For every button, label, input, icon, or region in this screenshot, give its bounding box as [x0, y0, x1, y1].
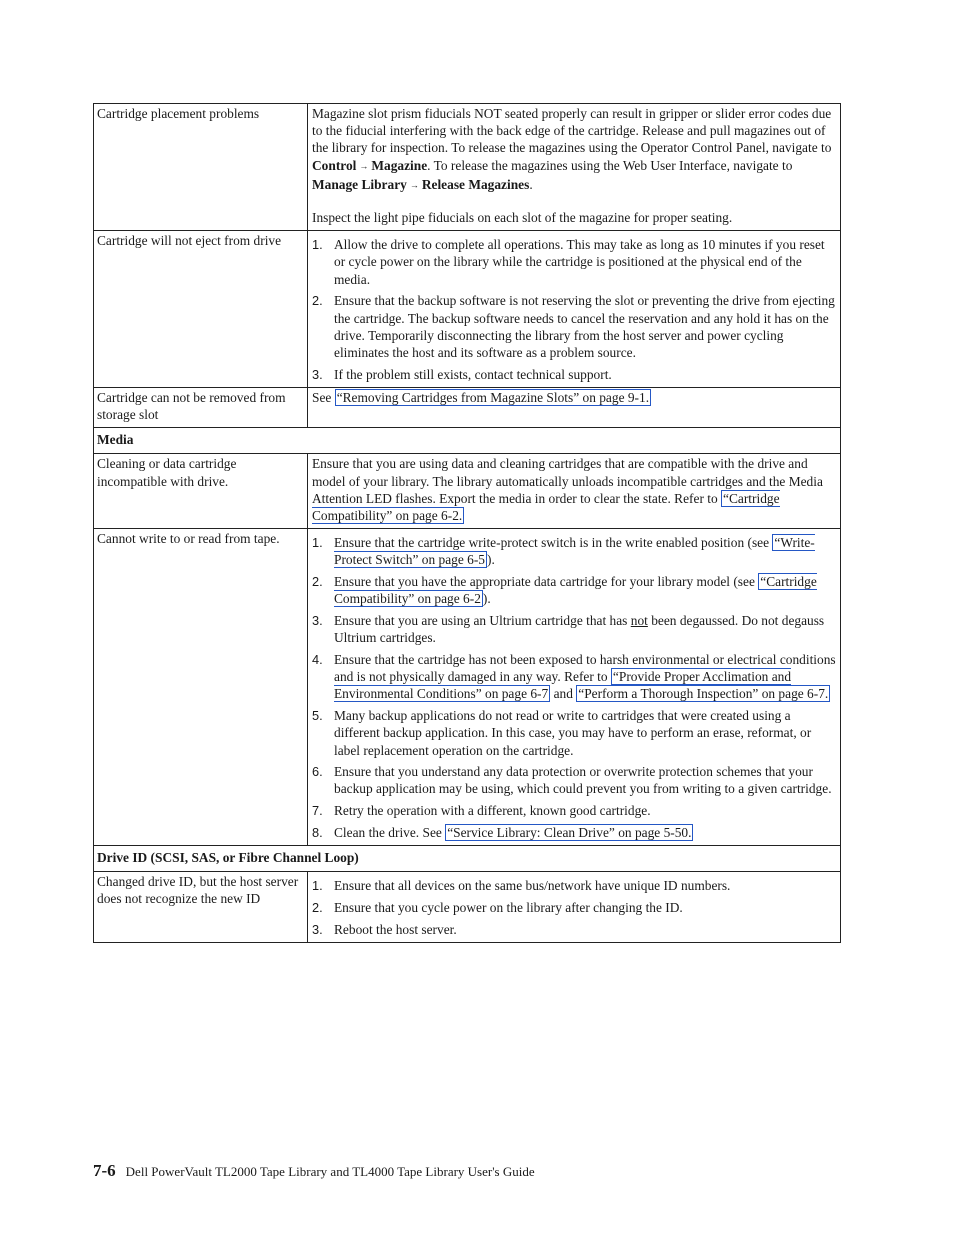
step-text: [334, 824, 836, 841]
step-text: [334, 534, 836, 568]
step-number: 2.: [312, 293, 323, 309]
list-item: [312, 921, 836, 938]
symptom-cell: Cleaning or data cartridge incompatible with drive.: [94, 454, 308, 529]
table-row: [94, 387, 841, 427]
menu-path-manage-library: Manage Library: [312, 176, 407, 192]
resolution-paragraph: Inspect the light pipe fiducials on each slot of the magazine for proper seating.: [312, 210, 733, 226]
resolution-cell: [308, 872, 841, 943]
step-number: 2.: [312, 574, 323, 590]
step-number: 1.: [312, 237, 323, 253]
link-cartridge-compatibility[interactable]: “Cartridge Compatibility” on page 6-2: [334, 574, 817, 607]
text-run: Clean the drive. See: [334, 824, 446, 840]
list-item: [312, 292, 836, 361]
list-item: [312, 899, 836, 916]
list-item: [312, 824, 836, 841]
text-run: been degaussed. Do not degauss Ultrium cartridges.: [334, 613, 825, 646]
step-text: If the problem still exists, contact technical support.: [334, 366, 612, 382]
text-run: Ensure that the cartridge has not been exposed to harsh environmental or electrical conditions and is not physically damaged in any way. Refer to: [334, 651, 836, 685]
table-row: [94, 529, 841, 846]
resolution-paragraph: [312, 105, 836, 195]
resolution-cell: [308, 454, 841, 529]
resolution-cell: [308, 529, 841, 846]
step-number: 8.: [312, 824, 323, 840]
step-number: 3.: [312, 921, 323, 937]
step-text: Ensure that you understand any data protection or overwrite protection schemes that your backup application may be using, which could prevent you from writing to a given cartridge.: [334, 764, 832, 797]
step-text: Reboot the host server.: [334, 921, 457, 937]
link-thorough-inspection[interactable]: “Perform a Thorough Inspection” on page 6-7.: [578, 686, 829, 702]
resolution-cell: [308, 387, 841, 427]
symptom-cell: Cartridge can not be removed from storage slot: [94, 387, 308, 427]
text-run: See: [312, 389, 335, 405]
table-row: [94, 428, 841, 454]
steps-list: [312, 236, 836, 383]
link-acclimation-conditions[interactable]: “Provide Proper Acclimation and Environmental Conditions” on page 6-7: [334, 669, 792, 702]
footer-title: Dell PowerVault TL2000 Tape Library and TL4000 Tape Library User's Guide: [125, 1164, 535, 1179]
list-item: [312, 877, 836, 894]
list-item: [312, 612, 836, 646]
step-number: 7.: [312, 803, 323, 819]
symptom-cell: Cartridge placement problems: [94, 104, 308, 231]
list-item: [312, 236, 836, 288]
steps-list: [312, 877, 836, 938]
arrow-right-icon: →: [359, 160, 369, 171]
text-run: Ensure that the cartridge write-protect switch is in the write enabled position (see: [334, 535, 773, 551]
step-number: 1.: [312, 535, 323, 551]
symptom-cell: Changed drive ID, but the host server does not recognize the new ID: [94, 872, 308, 943]
step-number: 1.: [312, 878, 323, 894]
table-row: [94, 104, 841, 231]
step-text: Many backup applications do not read or write to cartridges that were created using a different backup application. In this case, you may have to perform an erase, reformat, or label replacement operation on the cartridge.: [334, 708, 812, 758]
symptom-cell: Cartridge will not eject from drive: [94, 231, 308, 388]
resolution-cell: [308, 231, 841, 388]
step-text: [334, 651, 836, 703]
text-run: Ensure that you have the appropriate data cartridge for your library model (see: [334, 574, 759, 590]
menu-path-release-magazines: Release Magazines: [421, 176, 530, 192]
list-item: [312, 802, 836, 819]
step-number: 6.: [312, 764, 323, 780]
text-run: and: [550, 686, 577, 702]
step-number: 5.: [312, 708, 323, 724]
link-clean-drive[interactable]: “Service Library: Clean Drive” on page 5-50.: [447, 824, 692, 840]
menu-path-magazine: Magazine: [371, 157, 428, 173]
arrow-right-icon: →: [409, 179, 419, 190]
text-run: Magazine slot prism fiducials NOT seated properly can result in gripper or slider error codes due to the fiducial interfering with the back edge of the cartridge. Release and pull magazines out of the library for inspection. To release the magazines using the Operator Control Panel, navigate to: [312, 106, 832, 156]
text-run: Ensure that you are using an Ultrium cartridge that has: [334, 613, 631, 629]
step-text: Ensure that the backup software is not reserving the slot or preventing the drive from ejecting the cartridge. The backup software needs to cancel the reservation and any hold it has on the drive. Temporarily disconnecting the library from the host server and power cycling eliminates the host and its software as a problem source.: [334, 293, 835, 360]
page-number: 7-6: [93, 1161, 116, 1180]
text-run: Ensure that you are using data and cleaning cartridges that are compatible with the drive and model of your library. The library automatically unloads incompatible cartridges and the Media Attention LED flashes. Export the media in order to clear the state. Refer to: [312, 456, 823, 506]
list-item: [312, 573, 836, 607]
link-write-protect-switch[interactable]: “Write-Protect Switch” on page 6-5: [334, 535, 815, 568]
symptom-cell: Cannot write to or read from tape.: [94, 529, 308, 846]
text-run: ).: [486, 552, 495, 568]
step-text: Retry the operation with a different, known good cartridge.: [334, 803, 651, 819]
step-number: 3.: [312, 613, 323, 629]
step-text: Ensure that you cycle power on the library after changing the ID.: [334, 899, 683, 915]
section-header-media: Media: [94, 428, 841, 454]
step-text: [334, 573, 836, 607]
page-footer: [93, 1161, 535, 1181]
link-removing-cartridges[interactable]: “Removing Cartridges from Magazine Slots” on page 9-1.: [336, 389, 650, 405]
resolution-cell: [308, 104, 841, 231]
menu-path-control: Control: [312, 157, 357, 173]
table-row: [94, 231, 841, 388]
text-run: ).: [482, 591, 491, 607]
link-cartridge-compatibility[interactable]: “Cartridge Compatibility” on page 6-2.: [312, 490, 780, 524]
step-number: 4.: [312, 651, 323, 667]
step-text: [334, 612, 836, 646]
step-number: 2.: [312, 899, 323, 915]
list-item: [312, 366, 836, 383]
table-row: [94, 846, 841, 872]
section-header-drive-id: Drive ID (SCSI, SAS, or Fibre Channel Loop): [94, 846, 841, 872]
emphasis-not: not: [630, 613, 648, 629]
list-item: [312, 534, 836, 568]
table-row: [94, 454, 841, 529]
steps-list: [312, 534, 836, 841]
step-text: Allow the drive to complete all operations. This may take as long as 10 minutes if you reset or cycle power on the library while the cartridge is positioned at the physical end of the media.: [334, 237, 825, 287]
list-item: [312, 763, 836, 797]
step-number: 3.: [312, 366, 323, 382]
table-row: [94, 872, 841, 943]
text-run: .: [529, 176, 533, 192]
list-item: [312, 707, 836, 759]
text-run: . To release the magazines using the Web User Interface, navigate to: [427, 157, 793, 173]
troubleshooting-table: [93, 103, 841, 943]
list-item: [312, 651, 836, 703]
step-text: Ensure that all devices on the same bus/network have unique ID numbers.: [334, 878, 731, 894]
